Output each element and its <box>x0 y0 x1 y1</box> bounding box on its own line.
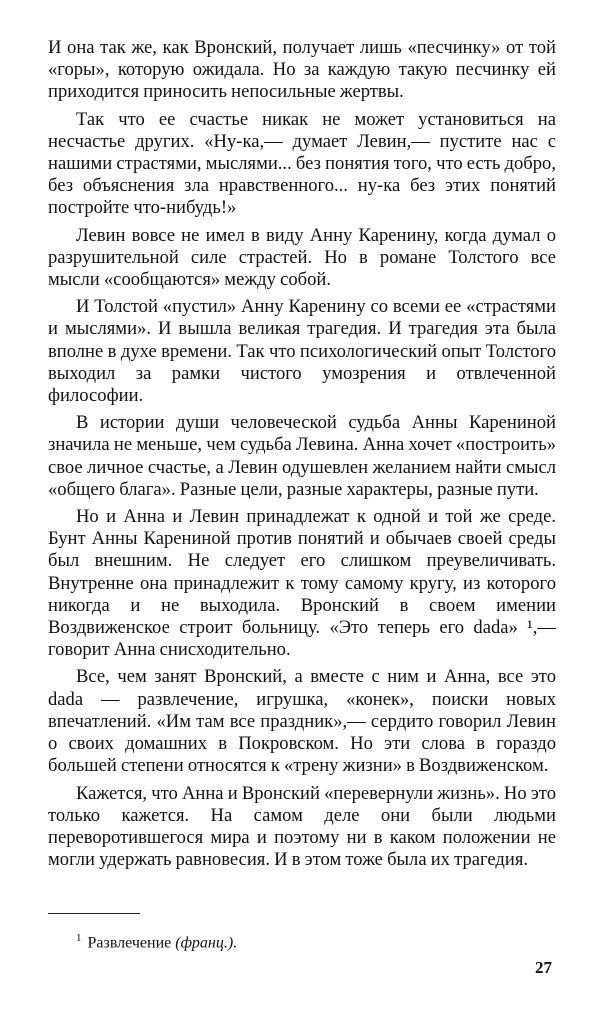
paragraph: Левин вовсе не имел в виду Анну Каренину, когда думал о разрушительной силе страстей. Но в романе Толстого все мысли «сообщаются» между собой. <box>48 224 556 291</box>
footnote-text: Развлечение <box>87 934 176 952</box>
paragraph: Так что ее счастье никак не может установиться на несчастье других. «Ну-ка,— думает Левин,— пустите нас с нашими страстями, мыслями... без понятия того, что есть добро, без объяснения зла нравственного... ну-ка без этих понятий постройте что-нибудь!» <box>48 108 556 219</box>
paragraph: В истории души человеческой судьба Анны Карениной значила не меньше, чем судьба Левина. Анна хочет «построить» свое личное счастье, а Левин одушевлен желанием найти смысл «общего блага». Разные цели, разные характеры, разные пути. <box>48 412 556 500</box>
paragraph: Но и Анна и Левин принадлежат к одной и той же среде. Бунт Анны Карениной против понятий и обычаев своей среды был внешним. Не следует его слишком преувеличивать. Внутренне она принадлежит к тому самому кругу, из которого никогда и не выходила. Вронский в своем имении Воздвиженское строит больницу. «Это теперь его dada» ¹,— говорит Анна снисходительно. <box>48 506 556 661</box>
paragraph: И Толстой «пустил» Анну Каренину со всеми ее «страстями и мыслями». И вышла великая трагедия. И трагедия эта была вполне в духе времени. Так что психологический опыт Толстого выходил за рамки чистого умозрения и отвлеченной философии. <box>48 296 556 407</box>
body-text <box>48 37 556 871</box>
paragraph: И она так же, как Вронский, получает лишь «песчинку» от той «горы», которую ожидала. Но за каждую такую песчинку ей приходится приносить непосильные жертвы. <box>48 37 556 103</box>
footnote <box>76 928 237 953</box>
page-number: 27 <box>535 958 552 977</box>
footnote-divider <box>48 913 140 914</box>
footnote-language: (франц.). <box>175 934 238 952</box>
footnote-number: 1 <box>76 932 82 944</box>
paragraph: Все, чем занят Вронский, а вместе с ним и Анна, все это dada — развлечение, игрушка, «конек», поиски новых впечатлений. «Им там все праздник»,— сердито говорил Левин о своих домашних в Покровском. Но эти слова в гораздо большей степени относятся к «трену жизни» в Воздвиженском. <box>48 666 556 777</box>
paragraph: Кажется, что Анна и Вронский «перевернули жизнь». Но это только кажется. На самом деле они были людьми переворотившегося мира и поэтому ни в каком положении не могли удержать равновесия. И в этом тоже была их трагедия. <box>48 782 556 871</box>
